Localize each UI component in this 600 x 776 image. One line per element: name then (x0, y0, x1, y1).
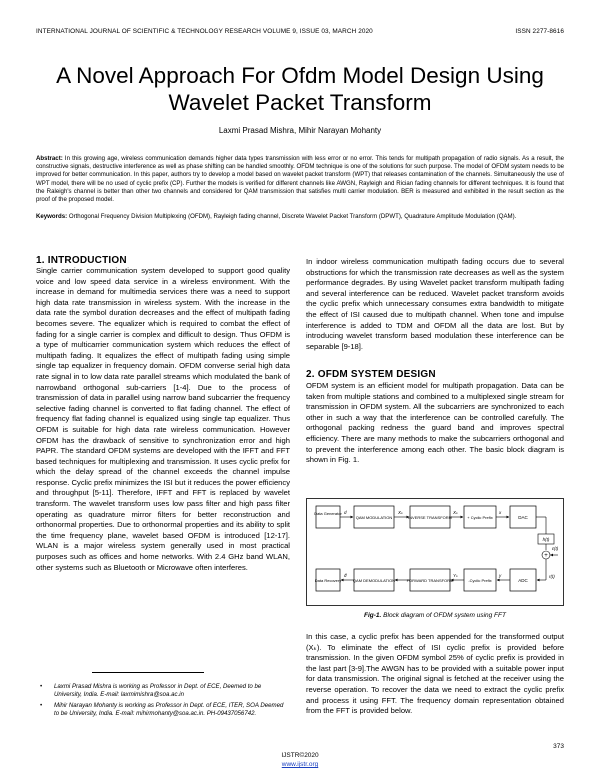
issn: ISSN 2277-8616 (515, 28, 564, 35)
figure-caption-text: Block diagram of OFDM system using FFT (381, 612, 506, 619)
keywords-text: Orthogonal Frequency Division Multiplexing (OFDM), Rayleigh fading channel, Discrete Wavelet Packet Transform (DPWT), Quadrature Amplitude Modulation (QAM). (67, 213, 517, 220)
bullet-icon: • (40, 702, 43, 709)
noise-label: ε(t) (552, 546, 559, 551)
footnote-1-text: Laxmi Prasad Mishra is working as Professor in Dept. of ECE, Deemed to be University, India. E-mail: laxmimishra@soa.ac.in (54, 683, 262, 698)
qam-modulation-label: QAM MODULATION (355, 515, 393, 520)
section2-paragraph-after: In this case, a cyclic prefix has been appended for the transformed output (Xₖ). To eliminate the effect of ISI cyclic prefix is provided before transmission. In the given OFDM symbol 25% of cyclic prefix is provided in the last part [3-9].The AWGN has to be provided with a suitable power input for data transmission. The original signal is fetched at the receiver using the reverse operation. To recover the data we need to extract the cyclic prefix and process it using FFT. The frequency domain representation obtained from the FFT is provided below. (306, 632, 564, 716)
footnote-2 (36, 702, 290, 718)
section1-heading: 1. INTRODUCTION (36, 255, 127, 266)
footnotes (36, 683, 290, 718)
page-number: 373 (553, 743, 564, 750)
signal-Xk: Xₖ (453, 510, 458, 515)
output-label: r(t) (549, 574, 555, 579)
keywords-label: Keywords: (36, 213, 68, 220)
keywords (36, 213, 564, 221)
data-generator-label: Data Generator (314, 511, 342, 516)
signal-x: x (499, 510, 502, 515)
plus-icon: + (544, 553, 548, 559)
remove-cyclic-prefix-label: -Cyclic Prefix (468, 578, 492, 583)
inverse-transform-label: INVERSE TRANSFORM (408, 515, 452, 520)
data-generator-block (316, 506, 340, 528)
abstract (36, 155, 564, 204)
bullet-icon: • (40, 683, 43, 690)
forward-transform-label: FORWARD TRANSFORM (406, 578, 454, 583)
footnote-2-text: Mihir Narayan Mohanty is working as Professor in Dept. of ECE, ITER, SOA Deemed to be University, India. E-mail: mihirmohanty@soa.ac.in. PH-09437056742. (54, 702, 284, 717)
add-cyclic-prefix-label: + Cyclic Prefix (467, 515, 493, 520)
journal-header: INTERNATIONAL JOURNAL OF SCIENTIFIC & TECHNOLOGY RESEARCH VOLUME 9, ISSUE 03, MARCH 2020 (36, 28, 373, 35)
section1-paragraph-left: Single carrier communication system developed to support good quality voice and low speed data service in a wireless environment. With the increase in demand for multimedia services there was a need to support high data rate transmission in wireless system. With the increase in the data rate the symbol duration decreases and the effect of multipath fading becomes severe. The equalizer which is required to combat the effect of fading for a single carrier is complex and difficult to design. Thus OFDM is a type of multicarrier communication system which reduces the effect of multipath fading. It equalizes the effect of multipath fading using simple single tap equalizer in frequency domain. OFDM converse serial high data rate signal in to low data rate parallel streams which modulated the bank of narrowband orthogonal sub-carriers [1-4]. Due to the process of transmission of data in parallel using narrow band subcarrier the frequency selective fading channel is converted to flat fading channel. The effect of frequency flat fading channel is equalized using single tap equalizer. Thus OFDM is suitable for high data rate wireless communication. However OFDM has the drawback of sensitive to synchronization error and high PAPR. The standard OFDM systems are developed with the IFFT and FFT based techniques for multiplexing and transmission. It uses cyclic prefix for which the delay spread of the channel exceeds the channel impulse response. Cyclic prefix minimizes the ISI but it reduces the power efficiency and throughput [5-11]. Therefore, IFFT and FFT is replaced by wavelet transform. The wavelet transform uses low pass filter and high pass filter operating as quadrature mirror filters for better reconstruction and orthonormal properties. Due to orthonormal properties and its ability to split the time frequency plane, wavelet based OFDM is introduced [12-17]. WLAN is a major wireless system generally used in most practical purposes such as offices and home networks. With 2.4 GHz band WLAN, other systems such as Bluetooth or Microwave often interferes. (36, 266, 290, 572)
signal-d: d (344, 510, 347, 515)
qam-demodulation-label: QAM DEMODULATION (352, 578, 396, 583)
ofdm-block-diagram (306, 498, 564, 606)
signal-y: y (499, 573, 502, 578)
journal-url-link[interactable]: www.ijstr.org (281, 761, 319, 768)
adc-label: ADC (518, 578, 528, 583)
authors: Laxmi Prasad Mishra, Mihir Narayan Mohanty (218, 126, 382, 135)
signal-Y: Yₖ (453, 573, 458, 578)
figure-caption (306, 612, 564, 619)
paper-title: A Novel Approach For Ofdm Model Design Using Wavelet Packet Transform (56, 63, 544, 115)
section1-paragraph-right: In indoor wireless communication multipath fading occurs due to several obstructions for which the transmission rate decreases as well as the system performance degrades. By using Wavelet packet transform multipath fading and several interference can be reduced. Wavelet packet transform avoids the cyclic prefix which unnecessary consumes extra bandwidth to mitigate the effect of ISI caused due to multipath channel. When tone and impulse interference is added to TDM and OFDM all the data are lost. But by introducing wavelet transform based modulation these interference can be separable [9-18]. (306, 257, 564, 351)
channel-label: h(t) (542, 537, 550, 542)
dac-label: DAC (518, 515, 528, 520)
footer-url-wrap (0, 761, 600, 768)
data-recovery-label: Data Recovery (314, 578, 342, 583)
section2-paragraph: OFDM system is an efficient model for multipath propagation. Data can be taken from multiple stations and combined to a multiplexed single stream for transmission in OFDM system. All the subcarriers are synchronized to each other in such a way that the interference can be controlled carefully. The orthogonal packing redness the guard band and improves spectral efficiency. There are many methods to make the subcarriers orthogonal and to prevent the interference among each other. The basic block diagram is shown in Fig. 1. (306, 381, 564, 465)
section2-heading: 2. OFDM SYSTEM DESIGN (306, 369, 436, 380)
signal-X: Xₖ (398, 510, 403, 515)
signal-d-hat: d̂ (344, 573, 347, 578)
footnote-1 (36, 683, 290, 699)
footnote-divider (92, 672, 204, 673)
abstract-label: Abstract: (36, 155, 63, 162)
abstract-text: In this growing age, wireless communication demands higher data types transmission with less error or no error. This tends for multipath propagation of radio signals. As a result, the constructive signals, destructive interference as well as phase shifting can be handled smoothly. OFDM technique is one of the solutions for such purpose. The model of OFDM system needs to be improved for better communication. In this paper, authors try to develop a model based on wavelet packet transform (WPT) that releases contamination of the channels. Simultaneously the use of WPT model, there will be no used of cyclic prefix (CP). Further the models is verified for different channels like AWGN, Rayleigh and Rician fading channels for different techniques. It is found that the Raleigh's channel is better than other two channels and considered for QAM transmission that satisfies multi carrier modulation. BER is measured and exhibited in the result section as the proof of the proposed model. (36, 155, 564, 204)
footer-code: IJSTR©2020 (281, 752, 319, 759)
figure-caption-label: Fig-1. (364, 612, 382, 619)
